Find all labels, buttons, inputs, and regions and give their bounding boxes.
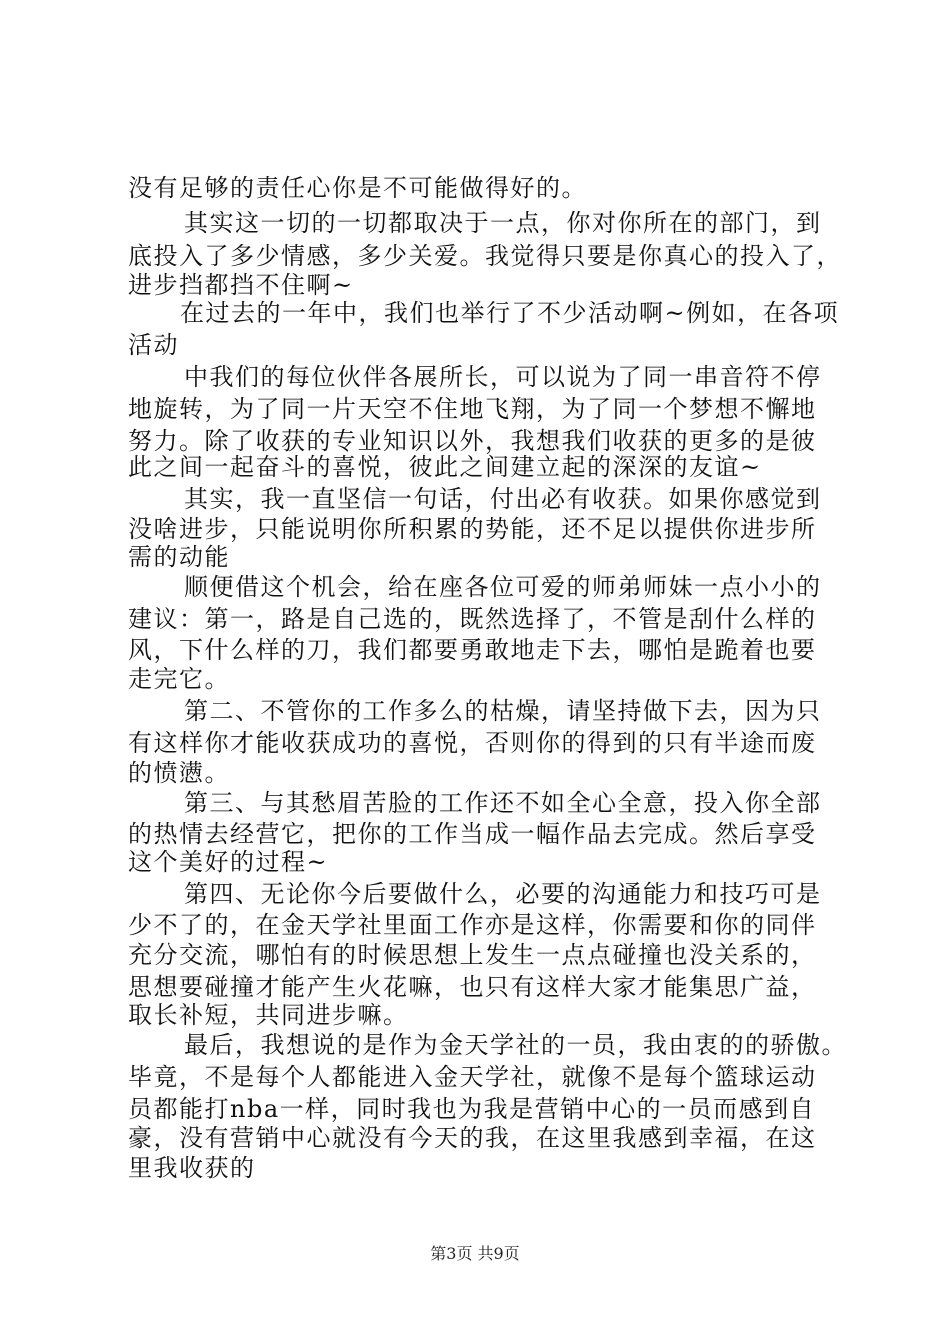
text-line: 豪，没有营销中心就没有今天的我，在这里我感到幸福，在这 <box>128 1124 817 1152</box>
text-line: 努力。除了收获的专业知识以外，我想我们收获的更多的是彼 <box>128 427 817 455</box>
text-line: 其实这一切的一切都取决于一点，你对你所在的部门，到 <box>184 209 822 237</box>
text-line: 员都能打nba一样，同时我也为我是营销中心的一员而感到自 <box>128 1095 816 1123</box>
text-line: 有这样你才能收获成功的喜悦，否则你的得到的只有半途而废 <box>128 729 817 757</box>
text-line: 第二、不管你的工作多么的枯燥，请坚持做下去，因为只 <box>184 697 822 725</box>
text-line: 进步挡都挡不住啊~ <box>128 271 354 299</box>
text-line: 其实，我一直坚信一句话，付出必有收获。如果你感觉到 <box>184 485 822 513</box>
text-line: 需的动能 <box>128 543 230 571</box>
text-line: 风，下什么样的刀，我们都要勇敢地走下去，哪怕是跪着也要 <box>128 636 817 664</box>
text-line: 这个美好的过程~ <box>128 848 329 876</box>
page-number-footer: 第3页 共9页 <box>430 1244 520 1263</box>
text-line: 少不了的，在金天学社里面工作亦是这样，你需要和你的同伴 <box>128 911 817 939</box>
text-line: 没有足够的责任心你是不可能做得好的。 <box>128 174 587 202</box>
text-line: 充分交流，哪怕有的时候思想上发生一点点碰撞也没关系的， <box>128 941 817 969</box>
text-line: 顺便借这个机会，给在座各位可爱的师弟师妹一点小小的 <box>184 573 822 601</box>
text-line: 第三、与其愁眉苦脸的工作还不如全心全意，投入你全部 <box>184 789 822 817</box>
text-line: 最后，我想说的是作为金天学社的一员，我由衷的的骄傲。 <box>184 1031 847 1059</box>
text-line: 的愤懑。 <box>128 759 230 787</box>
text-line: 活动 <box>128 331 179 359</box>
text-line: 没啥进步，只能说明你所积累的势能，还不足以提供你进步所 <box>128 515 817 543</box>
text-line: 此之间一起奋斗的喜悦，彼此之间建立起的深深的友谊~ <box>128 453 762 481</box>
text-line: 中我们的每位伙伴各展所长，可以说为了同一串音符不停 <box>184 363 822 391</box>
text-line: 第四、无论你今后要做什么，必要的沟通能力和技巧可是 <box>184 880 822 908</box>
text-line: 地旋转，为了同一片天空不住地飞翔，为了同一个梦想不懈地 <box>128 395 817 423</box>
text-line: 的热情去经营它，把你的工作当成一幅作品去完成。然后享受 <box>128 820 817 848</box>
text-line: 在过去的一年中，我们也举行了不少活动啊~例如，在各项 <box>180 299 840 327</box>
text-line: 建议：第一，路是自己选的，既然选择了，不管是刮什么样的 <box>128 605 817 633</box>
text-line: 里我收获的 <box>128 1154 256 1182</box>
text-line: 思想要碰撞才能产生火花嘛，也只有这样大家才能集思广益， <box>128 973 817 1001</box>
text-line: 走完它。 <box>128 665 230 693</box>
text-line: 底投入了多少情感，多少关爱。我觉得只要是你真心的投入了， <box>128 242 842 270</box>
text-line: 毕竟，不是每个人都能进入金天学社，就像不是每个篮球运动 <box>128 1063 817 1091</box>
text-line: 取长补短，共同进步嘛。 <box>128 1001 409 1029</box>
